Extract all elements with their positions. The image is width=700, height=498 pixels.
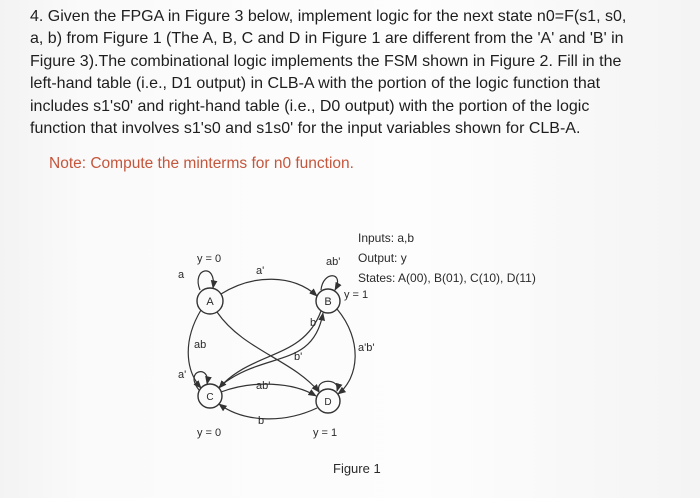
label-a-to-d: ab	[194, 339, 207, 351]
edge-a-to-b	[221, 279, 317, 296]
edge-c-to-b	[219, 313, 323, 387]
label-d-to-c: b	[258, 415, 265, 427]
question-line: a, b) from Figure 1 (The A, B, C and D in Figure 1 are different from the 'A' and 'B' in	[30, 30, 624, 48]
label-b-self: ab'	[326, 256, 341, 268]
label-b-to-c: b	[310, 317, 317, 329]
state-b-label: B	[324, 296, 332, 308]
state-d-output: y = 1	[313, 427, 338, 439]
loop-b	[321, 276, 338, 290]
state-a-output: y = 0	[197, 253, 222, 265]
fsm-state-diagram	[153, 210, 573, 490]
label-a-to-b: a'	[256, 265, 265, 277]
legend-inputs: Inputs: a,b	[358, 231, 415, 245]
label-c-self: a'	[178, 369, 187, 381]
note-text: Note: Compute the minterms for n0 function.	[49, 155, 354, 172]
state-a-label: A	[206, 296, 214, 308]
state-c-output: y = 0	[197, 427, 222, 439]
question-line: Figure 3).The combinational logic implements the FSM shown in Figure 2. Fill in the	[30, 52, 622, 70]
edge-d-to-c	[219, 404, 317, 419]
loop-a	[198, 271, 213, 290]
question-line: includes s1's0' and right-hand table (i.e., D0 output) with the portion of the logic	[30, 97, 590, 115]
label-c-to-b: b'	[294, 351, 303, 363]
state-d-label: D	[324, 397, 332, 408]
question-line: function that involves s1's0 and s1s0' for the input variables shown for CLB-A.	[30, 120, 581, 138]
edge-b-to-d	[337, 309, 355, 394]
label-b-to-d: a'b'	[358, 342, 375, 354]
legend-states: States: A(00), B(01), C(10), D(11)	[358, 271, 536, 285]
label-c-to-d: ab'	[256, 380, 271, 392]
legend-output: Output: y	[358, 251, 407, 265]
question-line: left-hand table (i.e., D1 output) in CLB-A with the portion of the logic function that	[30, 75, 601, 93]
question-text	[30, 6, 692, 140]
state-c-label: C	[206, 392, 214, 403]
figure-caption: Figure 1	[333, 461, 381, 476]
question-line: 4. Given the FPGA in Figure 3 below, implement logic for the next state n0=F(s1, s0,	[30, 8, 627, 25]
label-a-self: a	[178, 269, 185, 281]
state-b-output: y = 1	[344, 289, 369, 301]
